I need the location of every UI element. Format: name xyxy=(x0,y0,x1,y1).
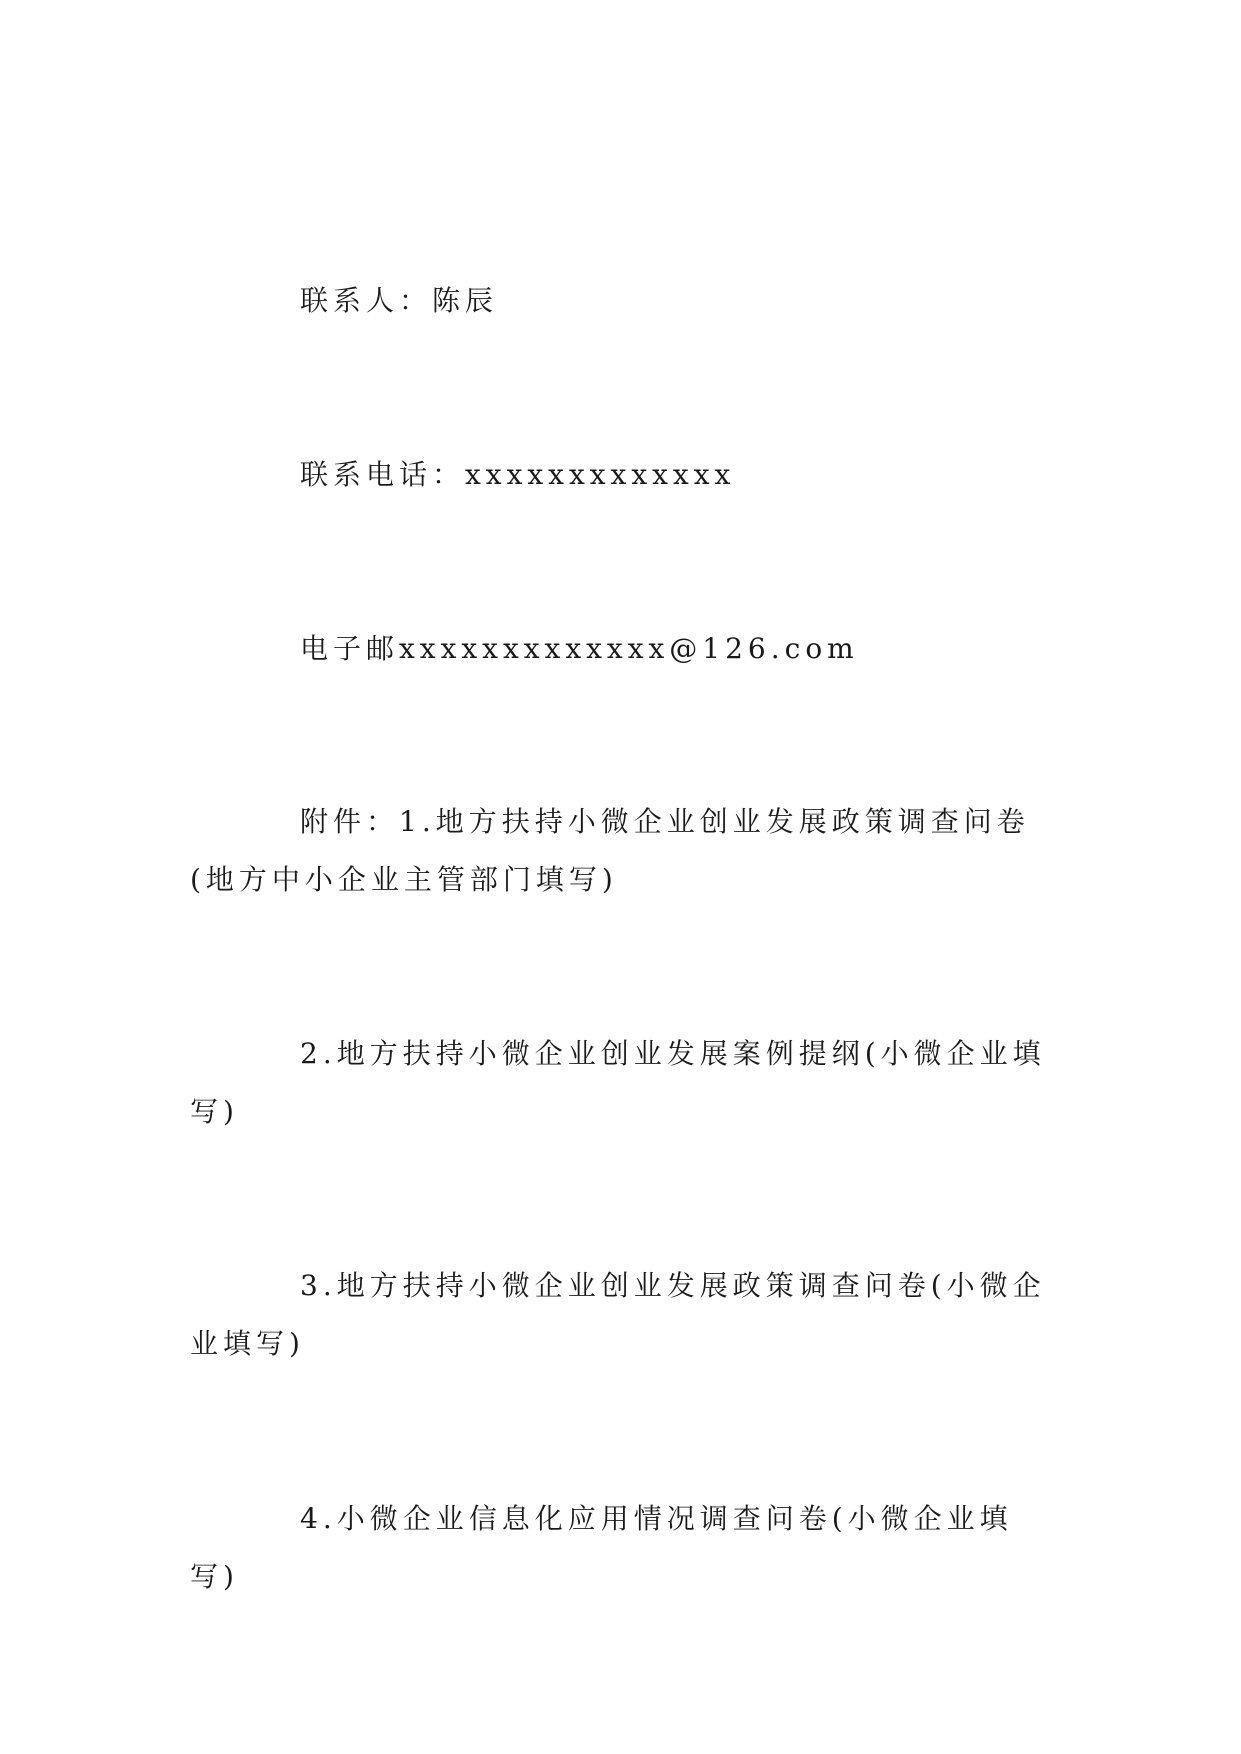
contact-email-line xyxy=(190,620,1060,678)
contact-phone-value: xxxxxxxxxxxxx xyxy=(465,458,736,491)
attachment-item-1 xyxy=(190,793,1060,909)
attachment-item-2 xyxy=(190,1025,1060,1141)
attachment-item-text: 2.地方扶持小微企业创业发展案例提纲(小微企业填写) xyxy=(190,1037,1046,1128)
attachment-item-text: 1.地方扶持小微企业创业发展政策调查问卷(地方中小企业主管部门填写) xyxy=(190,805,1030,896)
attachments-label: 附件： xyxy=(300,805,400,838)
contact-person-name: 陈辰 xyxy=(432,284,499,317)
contact-phone-line xyxy=(190,446,1060,504)
contact-email-value: xxxxxxxxxxxxx@126.com xyxy=(399,632,859,665)
contact-person-line xyxy=(190,272,1060,330)
attachment-item-text: 3.地方扶持小微企业创业发展政策调查问卷(小微企业填写) xyxy=(190,1269,1046,1360)
contact-phone-label: 联系电话： xyxy=(300,458,466,491)
attachment-item-text: 4.小微企业信息化应用情况调查问卷(小微企业填写) xyxy=(190,1502,1013,1593)
attachment-item-3 xyxy=(190,1257,1060,1373)
attachment-item-4 xyxy=(190,1490,1060,1606)
contact-person-label: 联系人： xyxy=(300,284,433,317)
contact-email-label: 电子邮 xyxy=(300,632,400,665)
